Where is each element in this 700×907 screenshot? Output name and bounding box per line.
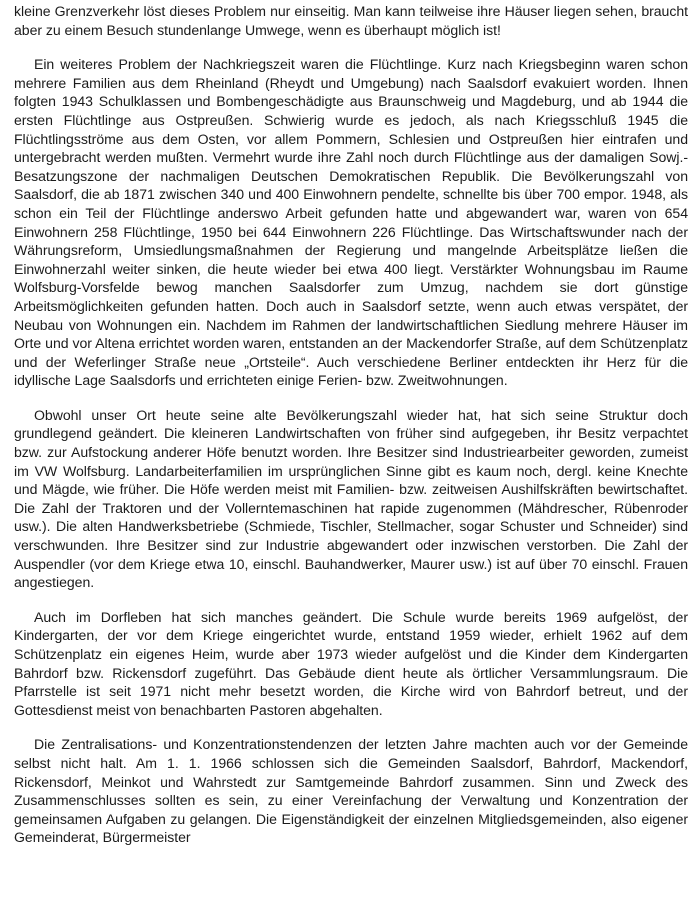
paragraph-refugees: Ein weiteres Problem der Nachkriegszeit waren die Flüchtlinge. Kurz nach Kriegsbeginn waren schon mehrere Familien aus dem Rheinland (Rheydt und Umgebung) nach Saalsdorf evakuiert worden. Ihnen folgten 1943 Schulklassen und Bombengeschädigte aus Braunschweig und Magdeburg, und ab 1944 die ersten Flüchtlinge aus Ostpreußen. Schwierig wurde es jedoch, als nach Kriegsschluß 1945 die Flüchtlingsströme aus dem Osten, vor allem Pommern, Schlesien und Ostpreußen hier eintrafen und untergebracht werden mußten. Vermehrt wurde ihre Zahl noch durch Flüchtlinge aus der damaligen Sowj.-Besatzungszone der nachmaligen Deutschen Demokratischen Republik. Die Bevölkerungszahl von Saalsdorf, die ab 1871 zwischen 340 und 400 Einwohnern pendelte, schnellte bis über 700 empor. 1948, als schon ein Teil der Flüchtlinge anderswo Arbeit gefunden hatte und abgewandert war, waren von 654 Einwohnern 258 Flüchtlinge, 1950 bei 644 Einwohnern 226 Flüchtlinge. Das Wirtschaftswunder nach der Währungsreform, Umsiedlungsmaßnahmen der Regierung und mangelnde Arbeitsplätze ließen die Einwohnerzahl weiter sinken, die heute wieder bei etwa 400 liegt. Verstärkter Wohnungsbau im Raume Wolfsburg-Vorsfelde bewog manchen Saalsdorfer zum Umzug, nachdem sie dort günstige Arbeitsmöglichkeiten gefunden hatten. Doch auch in Saalsdorf setzte, wenn auch etwas verspätet, der Neubau von Wohnungen ein. Nachdem im Rahmen der landwirtschaftlichen Siedlung mehrere Häuser im Orte und vor Altena errichtet worden waren, entstanden an der Mackendorfer Straße, auf dem Schützenplatz und der Weferlinger Straße neue „Ortsteile“. Auch verschiedene Berliner entdeckten ihr Herz für die idyllische Lage Saalsdorfs und errichteten einige Ferien- bzw. Zweitwohnungen.: [14, 56, 688, 389]
paragraph-village-life: Auch im Dorfleben hat sich manches geändert. Die Schule wurde bereits 1969 aufgelöst, der Kindergarten, der vor dem Kriege eingerichtet wurde, entstand 1959 wieder, erhielt 1962 auf dem Schützenplatz ein eigenes Heim, wurde aber 1973 wieder aufgelöst und die Kinder dem Kindergarten Bahrdorf bzw. Rickensdorf zugeführt. Das Gebäude dient heute als örtlicher Versammlungsraum. Die Pfarrstelle ist seit 1971 nicht mehr besetzt worden, die Kirche wird von Bahrdorf betreut, und der Gottesdienst meist von benachbarten Pastoren abgehalten.: [14, 608, 688, 718]
paragraph-border-traffic: kleine Grenzverkehr löst dieses Problem nur einseitig. Man kann teilweise ihre Häuser liegen sehen, braucht aber zu einem Besuch stundenlange Umwege, wenn es überhaupt möglich ist!: [14, 3, 688, 38]
paragraph-village-structure: Obwohl unser Ort heute seine alte Bevölkerungszahl wieder hat, hat sich seine Struktur doch grundlegend geändert. Die kleineren Landwirtschaften von früher sind aufgegeben, ihr Besitz verpachtet bzw. zur Aufstockung anderer Höfe benutzt worden. Ihre Besitzer sind Industriearbeiter geworden, zumeist im VW Wolfsburg. Landarbeiterfamilien im ursprünglichen Sinne gibt es kaum noch, dergl. keine Knechte und Mägde, wie früher. Die Höfe werden meist mit Familien- bzw. zeitweisen Aushilfskräften bewirtschaftet. Die Zahl der Traktoren und der Vollerntemaschinen hat rapide zugenommen (Mähdrescher, Rübenroder usw.). Die alten Handwerksbetriebe (Schmiede, Tischler, Stellmacher, sogar Schuster und Schneider) sind verschwunden. Ihre Besitzer sind zur Industrie abgewandert oder inzwischen verstorben. Die Zahl der Auspendler (vor dem Kriege etwa 10, einschl. Bauhandwerker, Maurer usw.) ist auf über 70 einschl. Frauen angestiegen.: [14, 406, 688, 591]
paragraph-municipal-merger: Die Zentralisations- und Konzentrationstendenzen der letzten Jahre machten auch vor der Gemeinde selbst nicht halt. Am 1. 1. 1966 schlossen sich die Gemeinden Saalsdorf, Bahrdorf, Mackendorf, Rickensdorf, Meinkot und Wahrstedt zur Samtgemeinde Bahrdorf zusammen. Sinn und Zweck des Zusammenschlusses sollten es sein, zu einer Vereinfachung der Verwaltung und Konzentration der gemeinsamen Aufgaben zu gelangen. Die Eigenständigkeit der einzelnen Mitgliedsgemeinden, also eigener Gemeinderat, Bürgermeister: [14, 736, 688, 846]
document-page: [14, 2, 688, 847]
